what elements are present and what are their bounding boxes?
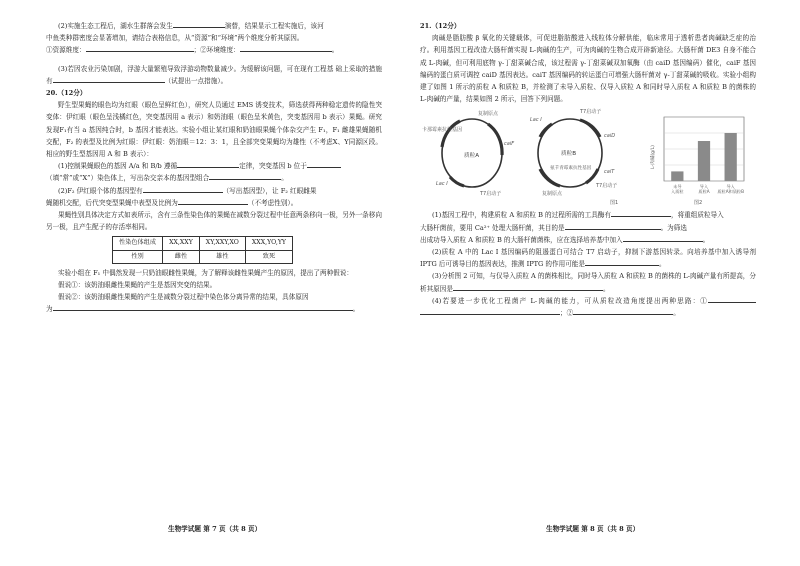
table-cell: 性染色体组成 — [113, 237, 163, 250]
resistance-gene-arc — [540, 169, 560, 186]
table-cell: 雄性 — [199, 250, 245, 263]
table-row — [113, 237, 293, 250]
caid-gene-arc — [580, 120, 600, 137]
q20-hypotheses-intro: 实验小组在 F₁ 中偶然发现一只奶油眼雌性果蝇，为了解释该雌性果蝇产生的原因，提出了两种假说： — [58, 268, 353, 277]
fig-label: caiT — [604, 169, 615, 176]
fig-label: 质粒A — [464, 153, 480, 160]
figures — [420, 107, 756, 207]
text: （写出基因型），让 F₂ 红眼雌果 — [222, 186, 317, 195]
q19-part2c — [46, 44, 382, 56]
category-label: 导入质粒A — [698, 184, 710, 195]
hypothesis-2-answer — [46, 303, 382, 315]
fig-label: 氨苄青霉素抗性基因 — [550, 166, 592, 172]
bar-2 — [698, 141, 710, 181]
q20-sex-determination: 果蝇性别具体决定方式如表所示，含有三条性染色体的果蝇在减数分裂过程中任意两条移向一极，另外一条移向另一极，且产生配子的存活率相同。 — [46, 211, 382, 232]
fig-label: 质粒B — [561, 151, 577, 158]
text: ；② — [560, 309, 574, 318]
q19-part2 — [46, 20, 382, 32]
text: (3)若因农业污染加剧，浮游大量繁殖导致浮游动物数量减少。为缓解该问题，可在现有工程基 — [58, 64, 334, 73]
q20-part1b — [46, 172, 382, 184]
resistance-gene-arc — [442, 121, 460, 147]
q20-part2b — [46, 197, 382, 209]
text: （填“常”或“X”）染色体上，写出杂交亲本的基因型组合 — [46, 174, 210, 183]
bar-1 — [671, 172, 683, 182]
category-labels — [671, 183, 744, 195]
table-cell: 雌性 — [163, 250, 200, 263]
q21-intro: 肉碱是脂肪酸 β 氧化的关键载体，可促进脂肪酸进入线粒体分解供能，临床常用于透析患者肉碱缺乏症的治疗。利用基因工程改造大肠杆菌实现 L-肉碱的生产，可为肉碱的生物合成开辟新途径。大肠杆菌 DE3 自身不能合成 L-肉碱，但可利用底物 γ-丁甜菜碱合成，该过程需 γ-丁甜菜碱双加氧酶（由 caiD 基因编码）催化，caiF 基因编码的蛋白质可调控 caiD 基因表达。caiT 基因编码的转运蛋白可增强大肠杆菌对 γ-丁甜菜碱的吸收。实验小组构建了如图 1 所示的质粒 A 和质粒 B，并检测了未导入质粒、仅导入质粒 A 和同时导入质粒 A 和质粒 B 的菌株的 L-肉碱的产量，结果如图 2 所示，回答下列问题。 — [420, 34, 756, 104]
page-7-footer: 生物学试题 第 7 页（共 8 页） — [168, 525, 262, 533]
answer-blank[interactable] — [53, 303, 353, 311]
caif-gene-arc — [488, 124, 502, 155]
table-cell: XXX,YO,YY — [245, 237, 292, 250]
answer-blank[interactable] — [453, 283, 603, 291]
text: (2)F₂ 伊红眼个体的基因型有 — [58, 186, 143, 195]
answer-blank[interactable] — [565, 222, 661, 230]
text: 础上采取的措施有 — [46, 64, 382, 85]
text: ①资源维度： — [46, 46, 86, 55]
plasmid-a-diagram — [422, 110, 514, 197]
answer-blank[interactable] — [53, 75, 165, 83]
table-cell: 性别 — [113, 250, 163, 263]
fig-caption: 图1 — [610, 200, 619, 207]
text: 。 — [658, 260, 666, 269]
text: 。 — [281, 174, 288, 183]
fig-label: T7启动子 — [596, 183, 618, 190]
laci-gene-arc — [450, 177, 464, 186]
text: （试提出一点措施）。 — [164, 76, 228, 85]
answer-blank[interactable] — [240, 44, 332, 52]
answer-blank[interactable] — [143, 185, 223, 193]
category-label: 导入质粒A和质粒B — [717, 184, 745, 195]
y-axis-label: L-肉碱(g/L) — [651, 145, 656, 170]
text: (1)控制果蝇眼色的基因 A/a 和 B/b 遵循 — [58, 162, 178, 171]
answer-blank[interactable] — [623, 234, 703, 242]
q21-part2 — [420, 246, 756, 270]
category-label: 未导入质粒 — [671, 184, 684, 195]
text: 。 — [602, 284, 610, 293]
text: 定律，突变基因 b 位于 — [239, 162, 307, 171]
q20-title: 20.（12分） — [46, 89, 87, 98]
q21-part3 — [420, 270, 756, 294]
hypothesis-2: 假说②：该奶油眼雌性果蝇的产生是减数分裂过程中染色体分离异常的结果，具体原因 — [58, 293, 309, 302]
table-cell: 致死 — [245, 250, 292, 263]
page-7-column — [46, 20, 382, 316]
fig-label: T7启动子 — [580, 109, 602, 116]
text: 。为筛选 — [660, 223, 687, 232]
lcarnitine-bar-chart — [649, 117, 744, 206]
answer-blank[interactable] — [573, 307, 673, 315]
page-8-column — [420, 20, 756, 319]
table-cell: XX,XXY — [163, 237, 200, 250]
table-row — [113, 250, 293, 263]
text: (1)基因工程中，构建质粒 A 和质粒 B 的过程所需的工具酶有 — [432, 211, 611, 220]
answer-blank[interactable] — [307, 160, 341, 168]
text: 出成功导入质粒 A 和质粒 B 的大肠杆菌菌株，应在选择培养基中加入 — [420, 235, 623, 244]
bar-3 — [725, 133, 737, 181]
q21-title: 21.（12分） — [420, 22, 461, 30]
q20-part2 — [46, 185, 382, 197]
answer-blank[interactable] — [177, 160, 239, 168]
q21-part1c — [420, 234, 756, 246]
fig-label: Lac I — [436, 181, 448, 188]
q19-part2b: 中鱼类种群密度会显著增加，请结合表格信息，从“资源”和“环境”两个维度分析其原因。 — [46, 34, 304, 43]
answer-blank[interactable] — [178, 197, 248, 205]
table-cell: XY,XXY,XO — [199, 237, 245, 250]
text: (2)质粒 A 中的 Lac I 基因编码的阻遏蛋白可结合 T7 启动子，抑制下游基因转录。向培养基中加入诱导剂 IPTG 后可诱导目的基因表达，推测 IPTG 的作用可能是 — [420, 248, 756, 269]
answer-blank[interactable] — [708, 295, 756, 303]
answer-blank[interactable] — [420, 307, 560, 315]
q19-part3 — [46, 63, 382, 87]
answer-blank[interactable] — [585, 258, 659, 266]
q20-part1 — [46, 160, 382, 172]
text: 。 — [352, 305, 360, 314]
q21-part4 — [420, 295, 756, 319]
bars — [671, 133, 737, 181]
fig-label: 卡那霉素抗性基因 — [422, 127, 463, 134]
sex-chromosome-table — [112, 236, 293, 263]
text: 。 — [331, 46, 339, 55]
text: (3)分析图 2 可知，与仅导入质粒 A 的菌株相比，同时导入质粒 A 和质粒 B 的菌株的 L-肉碱产量有所提高，分析其原因是 — [420, 272, 756, 293]
fig-label: caiD — [604, 133, 616, 140]
text: 大肠杆菌前，要用 Ca²⁺ 处理大肠杆菌，其目的是 — [420, 223, 565, 232]
text: (2)实施生态工程后，湖水生群落会发生 — [58, 22, 173, 30]
fig-label: caiF — [504, 141, 515, 148]
fig-label: Lac I — [530, 117, 542, 124]
text: ；②环境维度： — [193, 46, 240, 55]
fig-label: T7启动子 — [480, 191, 502, 198]
text: 。 — [702, 235, 710, 244]
cait-gene-arc — [586, 169, 598, 183]
fig-caption: 图2 — [694, 200, 703, 207]
laci-gene-arc — [540, 124, 552, 137]
q20-intro: 野生型果蝇的眼色均为红眼（眼色呈鲜红色），研究人员通过 EMS 诱变技术，筛选获得两种稳定遗传的隐性突变体：伊红眼（眼色呈浅橘红色，突变基因用 a 表示）和奶油眼（眼色呈米黄色，突变基因用 b 表示）果蝇。研究发现F₁有当 a 基因纯合时，b 基因才能表达。实验小组让某红眼和奶油眼果蝇个体杂交产生 F₁，F₁ 雌雄果蝇随机交配，F₂ 的表型及比例为红眼：伊红眼：奶油眼＝12：3：1，且全部突变果蝇均为雄性（不考虑X、Y同源区段。相应的野生型基因用 A 和 B 表示）： — [46, 101, 382, 159]
hypothesis-1: 假说①：该奶油眼雌性果蝇的产生是基因突变的结果。 — [58, 281, 217, 290]
text: ，将重组质粒导入 — [671, 211, 724, 220]
answer-blank[interactable] — [173, 20, 225, 28]
text: 。 — [673, 309, 680, 318]
page-8-footer: 生物学试题 第 8 页（共 8 页） — [546, 525, 640, 533]
text: 演替，结果显示工程实施后，该河 — [224, 22, 324, 30]
answer-blank[interactable] — [611, 209, 671, 217]
plasmid-b-diagram — [530, 108, 618, 206]
text: (4)若要进一步优化工程菌产 L-肉碱的能力，可从质粒改造角度提出两种思路：① — [432, 296, 708, 305]
text: 为 — [46, 305, 53, 314]
text: 蝇随机交配，后代突变型果蝇中表型及比例为 — [46, 198, 178, 207]
answer-blank[interactable] — [209, 172, 281, 180]
figure-panel — [420, 107, 756, 207]
text: （不考虑性别）。 — [247, 198, 298, 207]
answer-blank[interactable] — [86, 44, 194, 52]
fig-label: 复制原点 — [478, 111, 499, 118]
q21-part1b — [420, 222, 756, 234]
fig-label: 复制原点 — [542, 191, 563, 198]
q21-part1 — [420, 209, 756, 221]
